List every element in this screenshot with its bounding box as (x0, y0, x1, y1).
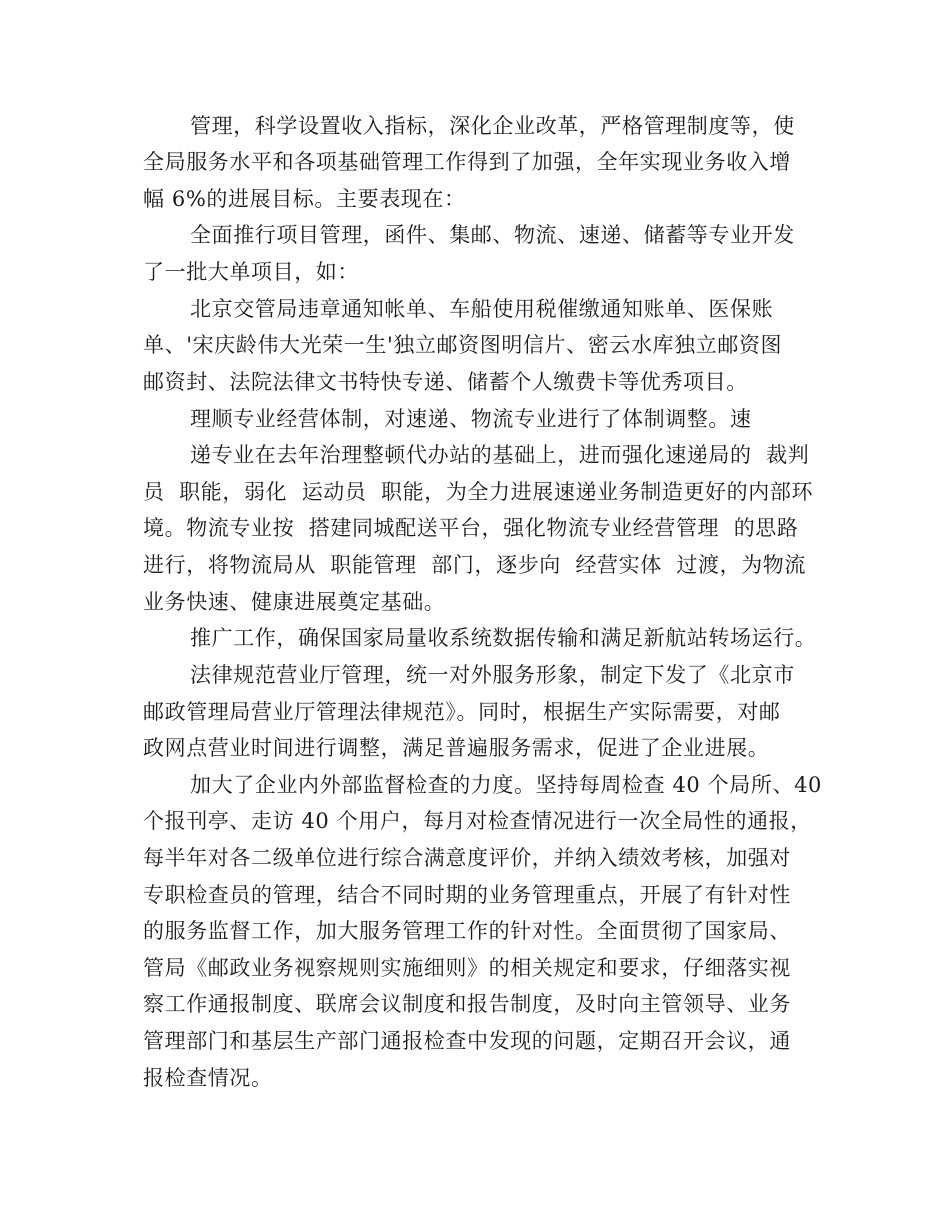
text-line: 管理部门和基层生产部门通报检查中发现的问题，定期召开会议，通 (143, 1029, 791, 1053)
text-line: 邮政管理局营业厅管理法律规范》。同时，根据生产实际需要，对邮 (143, 700, 781, 724)
text-line: 报检查情况。 (143, 1066, 273, 1090)
text-line: 每半年对各二级单位进行综合满意度评价，并纳入绩效考核，加强对 (143, 846, 791, 870)
text-line: 员 职能，弱化 运动员 职能，为全力进展速递业务制造更好的内部环 (143, 480, 814, 504)
text-line: 进行，将物流局从 职能管理 部门，逐步向 经营实体 过渡，为物流 (143, 553, 806, 577)
text-line: 业务快速、健康进展奠定基础。 (143, 590, 446, 614)
text-line: 全面推行项目管理，函件、集邮、物流、速递、储蓄等专业开发 (190, 223, 795, 247)
text-line: 境。物流专业按 搭建同城配送平台，强化物流专业经营管理 的思路 (143, 516, 799, 540)
text-line: 单、'宋庆龄伟大光荣一生'独立邮资图明信片、密云水库独立邮资图 (143, 333, 783, 357)
text-line: 的服务监督工作，加大服务管理工作的针对性。全面贯彻了国家局、 (143, 919, 791, 943)
text-line: 理顺专业经营体制，对速递、物流专业进行了体制调整。速 (190, 407, 752, 431)
text-line: 推广工作，确保国家局量收系统数据传输和满足新航站转场运行。 (190, 626, 817, 650)
text-line: 管局《邮政业务视察规则实施细则》的相关规定和要求，仔细落实视 (143, 956, 791, 980)
text-line: 全局服务水平和各项基础管理工作得到了加强，全年实现业务收入增 (143, 150, 791, 174)
text-line: 邮资封、法院法律文书特快专递、储蓄个人缴费卡等优秀项目。 (143, 370, 748, 394)
text-line: 管理，科学设置收入指标，深化企业改革，严格管理制度等，使 (190, 114, 795, 138)
text-line: 政网点营业时间进行调整，满足普遍服务需求，促进了企业进展。 (143, 736, 770, 760)
text-line: 加大了企业内外部监督检查的力度。坚持每周检查 40 个局所、40 (190, 773, 822, 797)
text-line: 察工作通报制度、联席会议制度和报告制度，及时向主管领导、业务 (143, 992, 791, 1016)
text-line: 递专业在去年治理整顿代办站的基础上，进而强化速递局的 裁判 (190, 443, 810, 467)
text-line: 个报刊亭、走访 40 个用户，每月对检查情况进行一次全局性的通报， (143, 809, 812, 833)
text-line: 了一批大单项目，如： (143, 260, 359, 284)
text-line: 幅 6%的进展目标。主要表现在： (143, 187, 466, 211)
text-line: 法律规范营业厅管理，统一对外服务形象，制定下发了《北京市 (190, 663, 795, 687)
text-line: 专职检查员的管理，结合不同时期的业务管理重点，开展了有针对性 (143, 883, 791, 907)
text-line: 北京交管局违章通知帐单、车船使用税催缴通知账单、医保账 (190, 297, 774, 321)
